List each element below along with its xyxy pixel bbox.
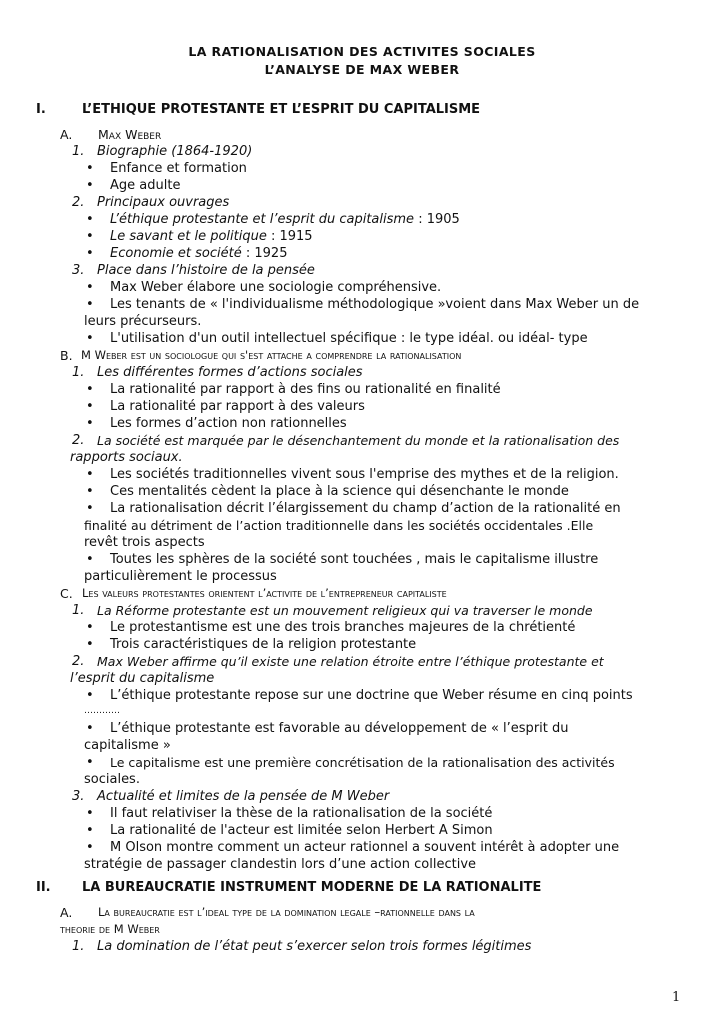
item-title: Principaux ouvrages bbox=[97, 195, 230, 210]
bullet-text: Les sociétés traditionnelles vivent sous l'emprise des mythes et de la religion. bbox=[110, 467, 619, 482]
work-year: : 1905 bbox=[414, 212, 460, 227]
bullet-text-continued: capitalisme » bbox=[84, 738, 171, 753]
bullet-icon: • bbox=[86, 280, 94, 295]
item-title: La Réforme protestante est un mouvement religieux qui va traverser le monde bbox=[97, 603, 593, 618]
bullet-icon: • bbox=[86, 382, 94, 397]
bullet-text: L’éthique protestante repose sur une doctrine que Weber résume en cinq points bbox=[110, 688, 633, 703]
bullet-text bbox=[110, 211, 460, 228]
subsection-title-continued: theorie de M Weber bbox=[60, 922, 160, 936]
bullet-icon: • bbox=[86, 688, 94, 703]
bullet-icon: • bbox=[86, 467, 94, 482]
subsection-title: La bureaucratie est l’ideal type de la domination legale –rationnelle dans la bbox=[98, 905, 475, 919]
bullet-icon: • bbox=[86, 229, 94, 244]
bullet-text-continued: sociales. bbox=[84, 772, 140, 787]
bullet-icon: • bbox=[86, 212, 94, 227]
bullet-text: Le protestantisme est une des trois branches majeures de la chrétienté bbox=[110, 620, 576, 635]
bullet-text-continued: particulièrement le processus bbox=[84, 569, 277, 584]
bullet-text-continued: stratégie de passager clandestin lors d’une action collective bbox=[84, 857, 477, 872]
item-number: 1. bbox=[72, 365, 85, 380]
bullet-icon: • bbox=[86, 552, 94, 567]
bullet-text-continued: ………… bbox=[84, 706, 120, 716]
section-title: LA BUREAUCRATIE INSTRUMENT MODERNE DE LA RATIONALITE bbox=[82, 880, 542, 895]
bullet-icon: • bbox=[86, 806, 94, 821]
item-title: Les différentes formes d’actions sociales bbox=[97, 365, 363, 380]
document-title: LA RATIONALISATION DES ACTIVITES SOCIALES bbox=[188, 44, 536, 59]
bullet-text bbox=[110, 228, 313, 245]
section-number: I. bbox=[36, 102, 46, 117]
bullet-text: La rationalité par rapport à des fins ou rationalité en finalité bbox=[110, 382, 501, 397]
item-title: Place dans l’histoire de la pensée bbox=[97, 263, 315, 278]
item-number: 3. bbox=[72, 263, 85, 278]
bullet-text: M Olson montre comment un acteur rationnel a souvent intérêt à adopter une bbox=[110, 840, 620, 855]
bullet-icon: • bbox=[86, 501, 94, 516]
work-title: Economie et société bbox=[110, 246, 242, 261]
item-number: 1. bbox=[72, 603, 85, 618]
bullet-icon: • bbox=[86, 416, 94, 431]
bullet-icon: • bbox=[86, 721, 94, 736]
bullet-text: Les formes d’action non rationnelles bbox=[110, 416, 347, 431]
item-number: 1. bbox=[72, 939, 85, 954]
bullet-icon: • bbox=[86, 755, 94, 770]
bullet-icon: • bbox=[86, 297, 94, 312]
bullet-text: La rationalisation décrit l’élargissement du champ d’action de la rationalité en bbox=[110, 501, 621, 516]
bullet-text-continued: finalité au détriment de l’action traditionnelle dans les sociétés occidentales .Elle bbox=[84, 518, 594, 533]
item-title: Max Weber affirme qu’il existe une relation étroite entre l’éthique protestante et bbox=[97, 654, 604, 669]
subsection-letter: B. bbox=[60, 348, 73, 363]
item-title: La société est marquée par le désenchantement du monde et la rationalisation des bbox=[97, 433, 620, 448]
item-title-continued: l’esprit du capitalisme bbox=[70, 671, 215, 686]
bullet-icon: • bbox=[86, 399, 94, 414]
item-number: 2. bbox=[72, 433, 85, 448]
bullet-text: Ces mentalités cèdent la place à la science qui désenchante le monde bbox=[110, 484, 569, 499]
subsection-letter: A. bbox=[60, 905, 73, 920]
bullet-icon: • bbox=[86, 331, 94, 346]
subsection-letter: A. bbox=[60, 127, 73, 142]
item-title: La domination de l’état peut s’exercer selon trois formes légitimes bbox=[97, 939, 532, 954]
section-number: II. bbox=[36, 880, 51, 895]
item-number: 2. bbox=[72, 195, 85, 210]
work-title: Le savant et le politique bbox=[110, 229, 267, 244]
subsection-title: M Weber est un sociologue qui s'est attache a comprendre la rationalisation bbox=[81, 348, 462, 362]
bullet-icon: • bbox=[86, 178, 94, 193]
bullet-icon: • bbox=[86, 161, 94, 176]
bullet-text-continued: leurs précurseurs. bbox=[84, 314, 202, 329]
bullet-text: La rationalité par rapport à des valeurs bbox=[110, 399, 365, 414]
item-title: Biographie (1864-1920) bbox=[97, 144, 253, 159]
bullet-icon: • bbox=[86, 246, 94, 261]
bullet-text: L'utilisation d'un outil intellectuel spécifique : le type idéal. ou idéal- type bbox=[110, 331, 588, 346]
page-number: 1 bbox=[672, 990, 681, 1005]
document-subtitle: L’ANALYSE DE MAX WEBER bbox=[264, 62, 460, 77]
item-number: 1. bbox=[72, 144, 85, 159]
bullet-text: Les tenants de « l'individualisme méthodologique »voient dans Max Weber un de bbox=[110, 297, 640, 312]
bullet-text bbox=[110, 245, 287, 262]
subsection-letter: C. bbox=[60, 586, 73, 601]
bullet-text: L’éthique protestante est favorable au développement de « l’esprit du bbox=[110, 721, 569, 736]
bullet-text: Age adulte bbox=[110, 178, 181, 193]
bullet-text: Enfance et formation bbox=[110, 161, 247, 176]
section-title: L’ETHIQUE PROTESTANTE ET L’ESPRIT DU CAPITALISME bbox=[82, 102, 481, 117]
bullet-icon: • bbox=[86, 620, 94, 635]
work-year: : 1925 bbox=[241, 246, 288, 261]
bullet-text: Trois caractéristiques de la religion protestante bbox=[110, 637, 417, 652]
subsection-title: Max Weber bbox=[98, 127, 162, 142]
item-number: 3. bbox=[72, 789, 85, 804]
bullet-text: Le capitalisme est une première concrétisation de la rationalisation des activités bbox=[110, 755, 615, 770]
bullet-icon: • bbox=[86, 484, 94, 499]
item-number: 2. bbox=[72, 654, 85, 669]
work-year: : 1915 bbox=[266, 229, 313, 244]
bullet-icon: • bbox=[86, 840, 94, 855]
bullet-icon: • bbox=[86, 637, 94, 652]
bullet-text: Il faut relativiser la thèse de la rationalisation de la société bbox=[110, 806, 493, 821]
subsection-title: Les valeurs protestantes orientent l’activite de l’entrepreneur capitaliste bbox=[82, 586, 447, 600]
work-title: L’éthique protestante et l’esprit du capitalisme bbox=[110, 212, 415, 227]
bullet-text: La rationalité de l'acteur est limitée selon Herbert A Simon bbox=[110, 823, 493, 838]
bullet-text: Toutes les sphères de la société sont touchées , mais le capitalisme illustre bbox=[110, 552, 599, 567]
bullet-text: Max Weber élabore une sociologie compréhensive. bbox=[110, 280, 442, 295]
item-title: Actualité et limites de la pensée de M Weber bbox=[97, 789, 390, 804]
item-title-continued: rapports sociaux. bbox=[70, 450, 183, 465]
bullet-text-continued: revêt trois aspects bbox=[84, 535, 205, 550]
bullet-icon: • bbox=[86, 823, 94, 838]
